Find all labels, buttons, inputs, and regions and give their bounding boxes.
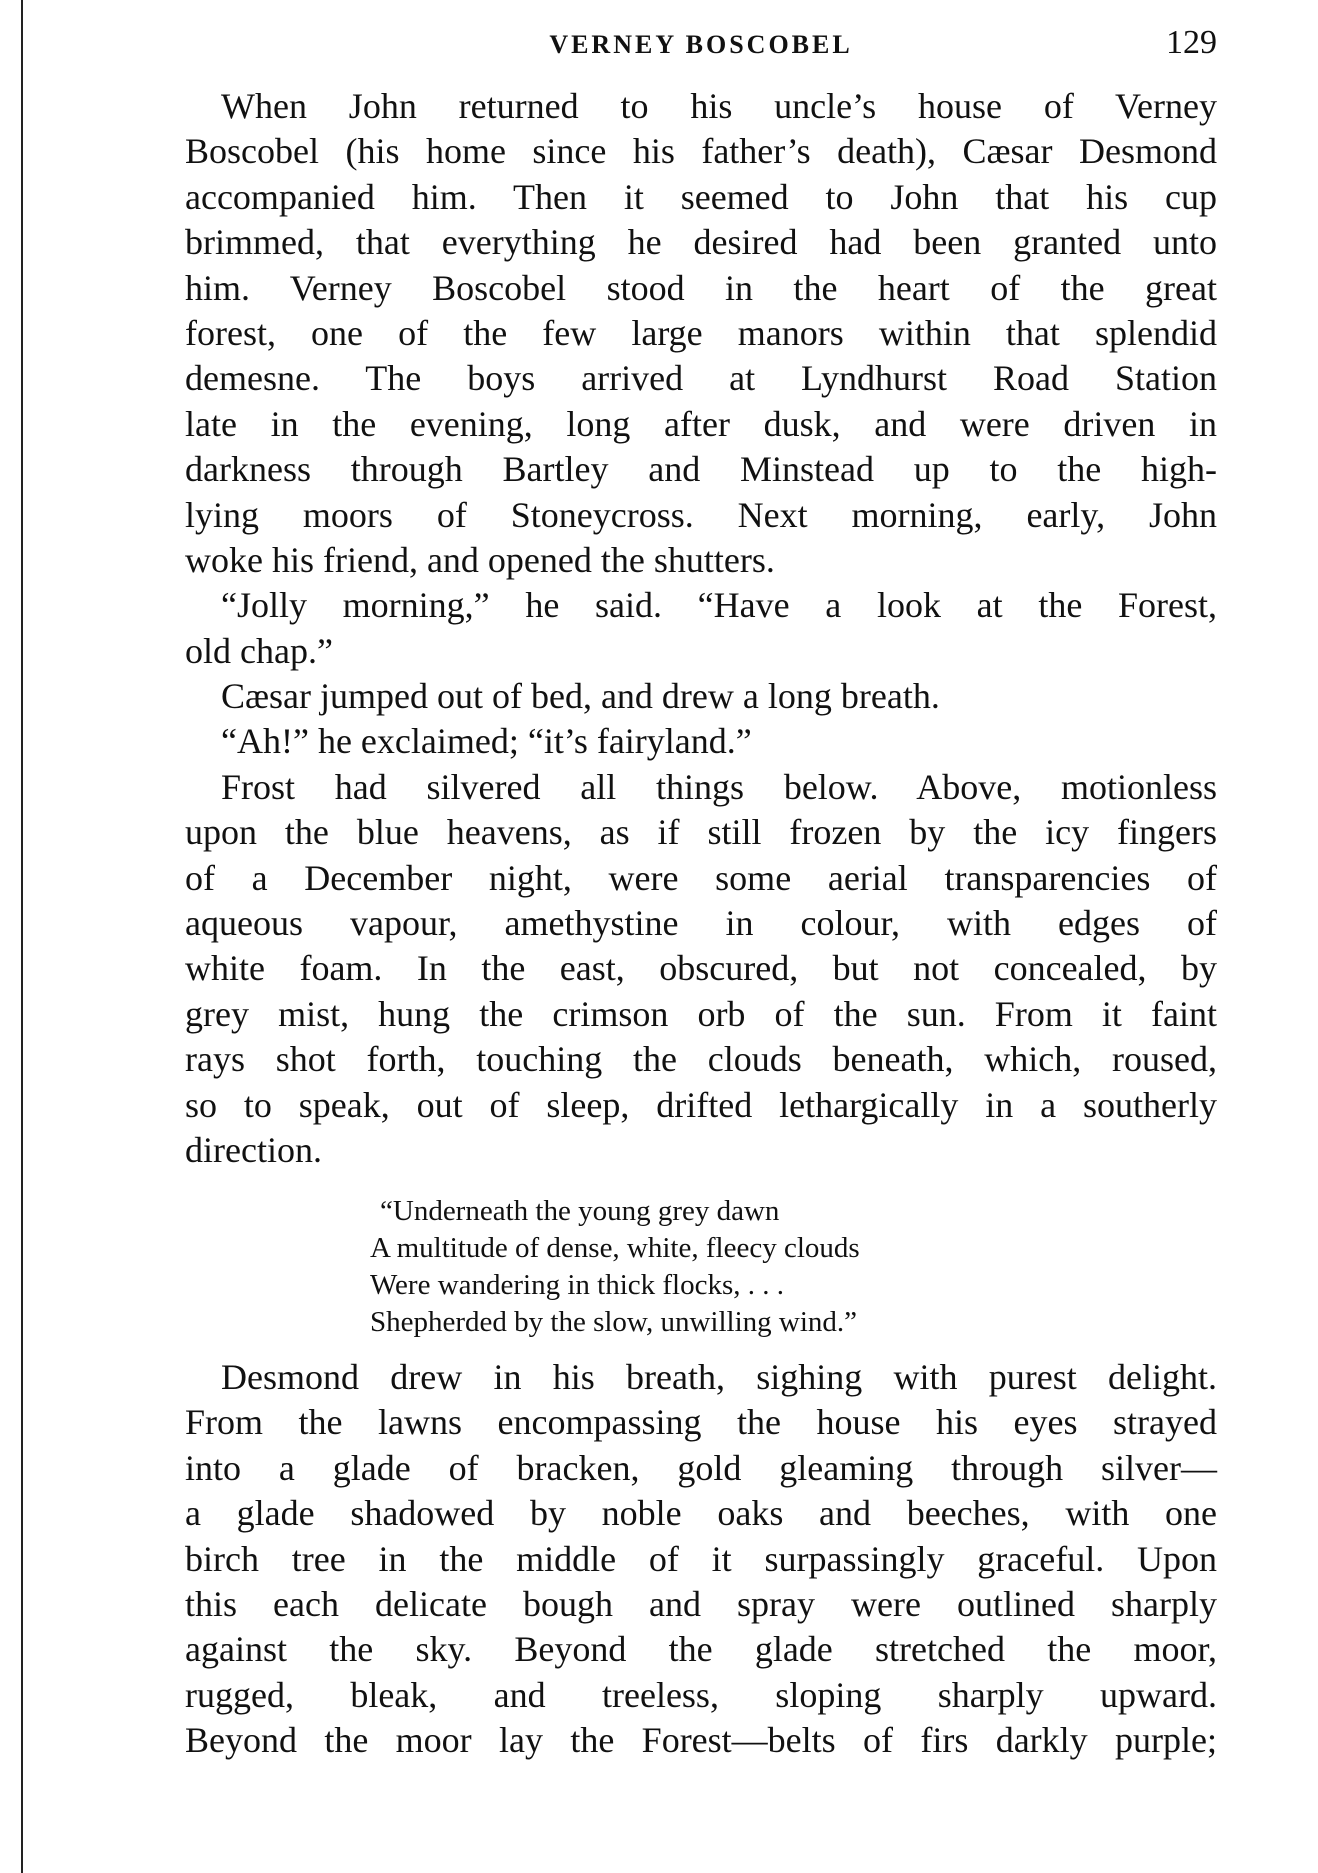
paragraph-line: woke his friend, and opened the shutters. bbox=[185, 539, 775, 580]
paragraph-line: accompanied him. Then it seemed to John that his cup bbox=[185, 176, 1217, 217]
paragraph-line: of a December night, were some aerial transparencies of bbox=[185, 857, 1217, 898]
paragraph-line: lying moors of Stoneycross. Next morning, early, John bbox=[185, 494, 1217, 535]
paragraph-line: a glade shadowed by noble oaks and beeches, with one bbox=[185, 1493, 1217, 1534]
paragraph-line: Beyond the moor lay the Forest—belts of firs darkly purple; bbox=[185, 1720, 1217, 1761]
paragraph-line: forest, one of the few large manors within that splendid bbox=[185, 312, 1217, 353]
paragraph-line: old chap.” bbox=[185, 630, 333, 671]
paragraph-line: “Jolly morning,” he said. “Have a look at the Forest, bbox=[221, 585, 1217, 626]
paragraph-line: aqueous vapour, amethystine in colour, with edges of bbox=[185, 903, 1217, 944]
poem-quotation bbox=[370, 1193, 860, 1341]
paragraph-line: white foam. In the east, obscured, but not concealed, by bbox=[185, 948, 1217, 989]
paragraph-line: brimmed, that everything he desired had been granted unto bbox=[185, 222, 1217, 263]
body-text-continued bbox=[185, 1355, 1217, 1764]
paragraph-line: Cæsar jumped out of bed, and drew a long breath. bbox=[221, 676, 940, 717]
paragraph-line: against the sky. Beyond the glade stretched the moor, bbox=[185, 1629, 1217, 1670]
poem-line: “Underneath the young grey dawn bbox=[380, 1195, 780, 1227]
running-head-title: VERNEY BOSCOBEL bbox=[549, 30, 853, 59]
paragraph-line: From the lawns encompassing the house his eyes strayed bbox=[185, 1402, 1217, 1443]
paragraph-line: birch tree in the middle of it surpassingly graceful. Upon bbox=[185, 1538, 1217, 1579]
paragraph-line: this each delicate bough and spray were outlined sharply bbox=[185, 1583, 1217, 1624]
poem-line: Were wandering in thick flocks, . . . bbox=[370, 1269, 785, 1301]
poem-line: Shepherded by the slow, unwilling wind.” bbox=[370, 1306, 858, 1338]
poem-line: A multitude of dense, white, fleecy clouds bbox=[370, 1232, 860, 1264]
paragraph-line: direction. bbox=[185, 1129, 322, 1170]
paragraph-line: When John returned to his uncle’s house of Verney bbox=[221, 86, 1217, 126]
paragraph-line: grey mist, hung the crimson orb of the sun. From it faint bbox=[185, 993, 1217, 1034]
paragraph-line: rays shot forth, touching the clouds beneath, which, roused, bbox=[185, 1039, 1217, 1080]
paragraph-line: darkness through Bartley and Minstead up to the high- bbox=[185, 449, 1217, 490]
paragraph-line: “Ah!” he exclaimed; “it’s fairyland.” bbox=[221, 721, 752, 762]
paragraph-line: demesne. The boys arrived at Lyndhurst Road Station bbox=[185, 358, 1217, 399]
paragraph-line: late in the evening, long after dusk, and were driven in bbox=[185, 403, 1217, 444]
paragraph-line: Frost had silvered all things below. Above, motionless bbox=[221, 766, 1217, 807]
page-edge-line bbox=[21, 0, 23, 1873]
paragraph-line: Desmond drew in his breath, sighing with purest delight. bbox=[221, 1357, 1217, 1397]
paragraph-line: so to speak, out of sleep, drifted lethargically in a southerly bbox=[185, 1084, 1217, 1125]
paragraph-line: Boscobel (his home since his father’s death), Cæsar Desmond bbox=[185, 131, 1217, 172]
paragraph-line: rugged, bleak, and treeless, sloping sharply upward. bbox=[185, 1674, 1217, 1715]
paragraph-line: into a glade of bracken, gold gleaming through silver— bbox=[185, 1447, 1217, 1488]
running-head bbox=[185, 24, 1217, 64]
paragraph-line: him. Verney Boscobel stood in the heart of the great bbox=[185, 267, 1217, 308]
body-text bbox=[185, 84, 1217, 1173]
paragraph-line: upon the blue heavens, as if still frozen by the icy fingers bbox=[185, 812, 1217, 853]
page-number: 129 bbox=[1166, 24, 1217, 61]
